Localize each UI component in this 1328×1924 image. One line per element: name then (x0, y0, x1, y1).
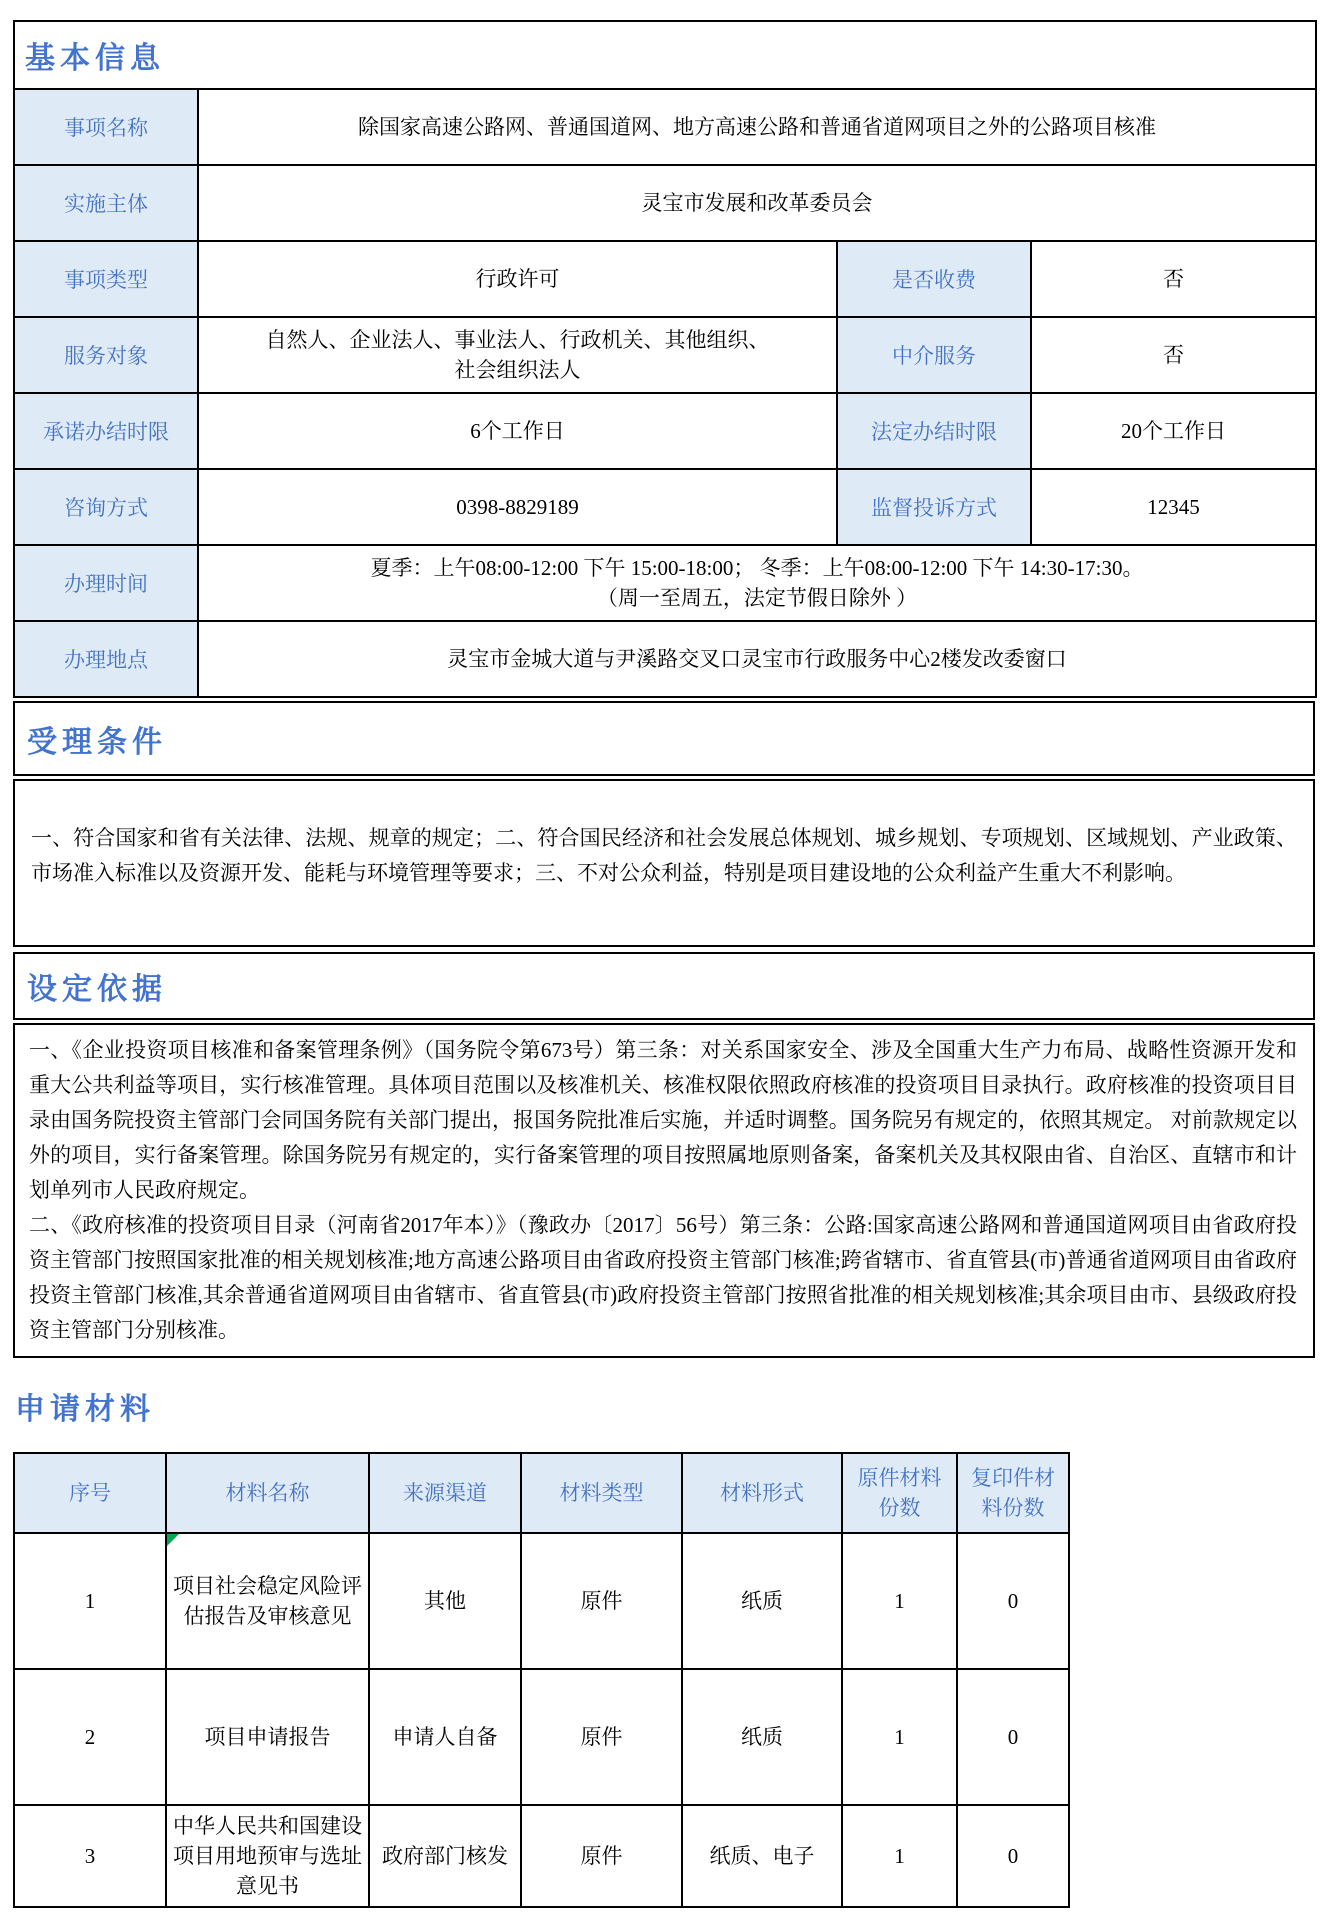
col-header-copy-count: 复印件材料份数 (957, 1453, 1069, 1533)
acceptance-body-text: 一、符合国家和省有关法律、法规、规章的规定；二、符合国民经济和社会发展总体规划、城乡规划、专项规划、区域规划、产业政策、市场准入标准以及资源开发、能耗与环境管理等要求；三、不对公众利益，特别是项目建设地的公众利益产生重大不利影响。 (31, 826, 1297, 885)
value-consultation-method: 0398-8829189 (198, 469, 837, 545)
basic-row (14, 545, 1316, 621)
basic-info-title-row (14, 21, 1316, 89)
label-item-name: 事项名称 (14, 89, 198, 165)
value-handling-time (198, 545, 1316, 621)
cell-source-channel: 申请人自备 (369, 1669, 521, 1805)
cell-material-type: 原件 (521, 1669, 682, 1805)
cell-material-name-text: 项目社会稳定风险评估报告及审核意见 (173, 1574, 362, 1628)
value-item-type: 行政许可 (198, 241, 837, 317)
label-service-target: 服务对象 (14, 317, 198, 393)
materials-section-title: 申请材料 (15, 1393, 155, 1426)
basic-row (14, 241, 1316, 317)
basis-body-paragraph-1: 一、《企业投资项目核准和备案管理条例》（国务院令第673号）第三条：对关系国家安全、涉及全国重大生产力布局、战略性资源开发和重大公共利益等项目，实行核准管理。具体项目范围以及核准机关、核准权限依照政府核准的投资项目目录执行。政府核准的投资项目目录由国务院投资主管部门会同国务院有关部门提出，报国务院批准后实施，并适时调整。国务院另有规定的，依照其规定。 对前款规定以外的项目，实行备案管理。除国务院另有规定的，实行备案管理的项目按照属地原则备案，备案机关及其权限由省、自治区、直辖市和计划单列市人民政府规定。 (29, 1038, 1297, 1202)
cell-seq: 1 (14, 1533, 166, 1669)
value-charge: 否 (1031, 241, 1316, 317)
col-header-original-count: 原件材料份数 (842, 1453, 957, 1533)
value-intermediary-service: 否 (1031, 317, 1316, 393)
handling-time-main: 夏季：上午08:00-12:00 下午 15:00-18:00； 冬季：上午08:00-12:00 下午 14:30-17:30。 (370, 556, 1144, 580)
cell-material-type: 原件 (521, 1533, 682, 1669)
acceptance-section-title: 受理条件 (27, 725, 167, 759)
label-intermediary-service: 中介服务 (837, 317, 1031, 393)
cell-copy-count: 0 (957, 1805, 1069, 1907)
cell-material-name: 项目申请报告 (166, 1669, 369, 1805)
basis-body-paragraph-2: 二、《政府核准的投资项目目录（河南省2017年本）》（豫政办〔2017〕56号）第三条：公路:国家高速公路网和普通国道网项目由省政府投资主管部门按照国家批准的相关规划核准;地方高速公路项目由省政府投资主管部门核准;跨省辖市、省直管县(市)普通省道网项目由省政府投资主管部门核准,其余普通省道网项目由省辖市、省直管县(市)政府投资主管部门按照省批准的相关规划核准;其余项目由市、县级政府投资主管部门分别核准。 (29, 1213, 1297, 1342)
cell-copy-count: 0 (957, 1533, 1069, 1669)
cell-material-form: 纸质 (682, 1669, 842, 1805)
materials-row (14, 1533, 1069, 1669)
basic-row (14, 89, 1316, 165)
basis-body-box (13, 1023, 1315, 1358)
cell-original-count: 1 (842, 1669, 957, 1805)
col-header-material-type: 材料类型 (521, 1453, 682, 1533)
cell-material-form: 纸质 (682, 1533, 842, 1669)
label-handling-time: 办理时间 (14, 545, 198, 621)
basis-title-box (13, 952, 1315, 1020)
col-header-seq: 序号 (14, 1453, 166, 1533)
cell-material-type: 原件 (521, 1805, 682, 1907)
value-implementing-body: 灵宝市发展和改革委员会 (198, 165, 1316, 241)
col-header-material-form: 材料形式 (682, 1453, 842, 1533)
cell-original-count: 1 (842, 1805, 957, 1907)
label-promised-time-limit: 承诺办结时限 (14, 393, 198, 469)
cell-seq: 3 (14, 1805, 166, 1907)
materials-header-row (14, 1453, 1069, 1533)
value-promised-time-limit: 6个工作日 (198, 393, 837, 469)
cell-source-channel: 其他 (369, 1533, 521, 1669)
basic-row (14, 469, 1316, 545)
materials-row (14, 1669, 1069, 1805)
basic-row (14, 393, 1316, 469)
materials-row (14, 1805, 1069, 1907)
value-service-target: 自然人、企业法人、事业法人、行政机关、其他组织、社会组织法人 (198, 317, 837, 393)
cell-material-form: 纸质、电子 (682, 1805, 842, 1907)
label-implementing-body: 实施主体 (14, 165, 198, 241)
col-header-material-name: 材料名称 (166, 1453, 369, 1533)
value-statutory-time-limit: 20个工作日 (1031, 393, 1316, 469)
label-statutory-time-limit: 法定办结时限 (837, 393, 1031, 469)
cell-original-count: 1 (842, 1533, 957, 1669)
value-item-name: 除国家高速公路网、普通国道网、地方高速公路和普通省道网项目之外的公路项目核准 (198, 89, 1316, 165)
acceptance-body-box (13, 779, 1315, 947)
label-handling-location: 办理地点 (14, 621, 198, 697)
materials-title-area (13, 1380, 1315, 1432)
basic-row (14, 165, 1316, 241)
cell-corner-flag-icon (167, 1534, 179, 1546)
acceptance-title-box (13, 701, 1315, 776)
basic-row (14, 621, 1316, 697)
basic-info-table (13, 20, 1317, 698)
label-charge: 是否收费 (837, 241, 1031, 317)
label-item-type: 事项类型 (14, 241, 198, 317)
basic-info-section-title: 基本信息 (25, 42, 165, 75)
value-handling-location: 灵宝市金城大道与尹溪路交叉口灵宝市行政服务中心2楼发改委窗口 (198, 621, 1316, 697)
basic-row (14, 317, 1316, 393)
label-supervision-complaint: 监督投诉方式 (837, 469, 1031, 545)
materials-table (13, 1452, 1070, 1908)
cell-material-name (166, 1533, 369, 1669)
basis-section-title: 设定依据 (27, 973, 167, 1006)
cell-copy-count: 0 (957, 1669, 1069, 1805)
cell-material-name: 中华人民共和国建设项目用地预审与选址意见书 (166, 1805, 369, 1907)
value-supervision-complaint: 12345 (1031, 469, 1316, 545)
cell-source-channel: 政府部门核发 (369, 1805, 521, 1907)
handling-time-note: （周一至周五，法定节假日除外 ） (596, 586, 918, 610)
col-header-source-channel: 来源渠道 (369, 1453, 521, 1533)
cell-seq: 2 (14, 1669, 166, 1805)
label-consultation-method: 咨询方式 (14, 469, 198, 545)
